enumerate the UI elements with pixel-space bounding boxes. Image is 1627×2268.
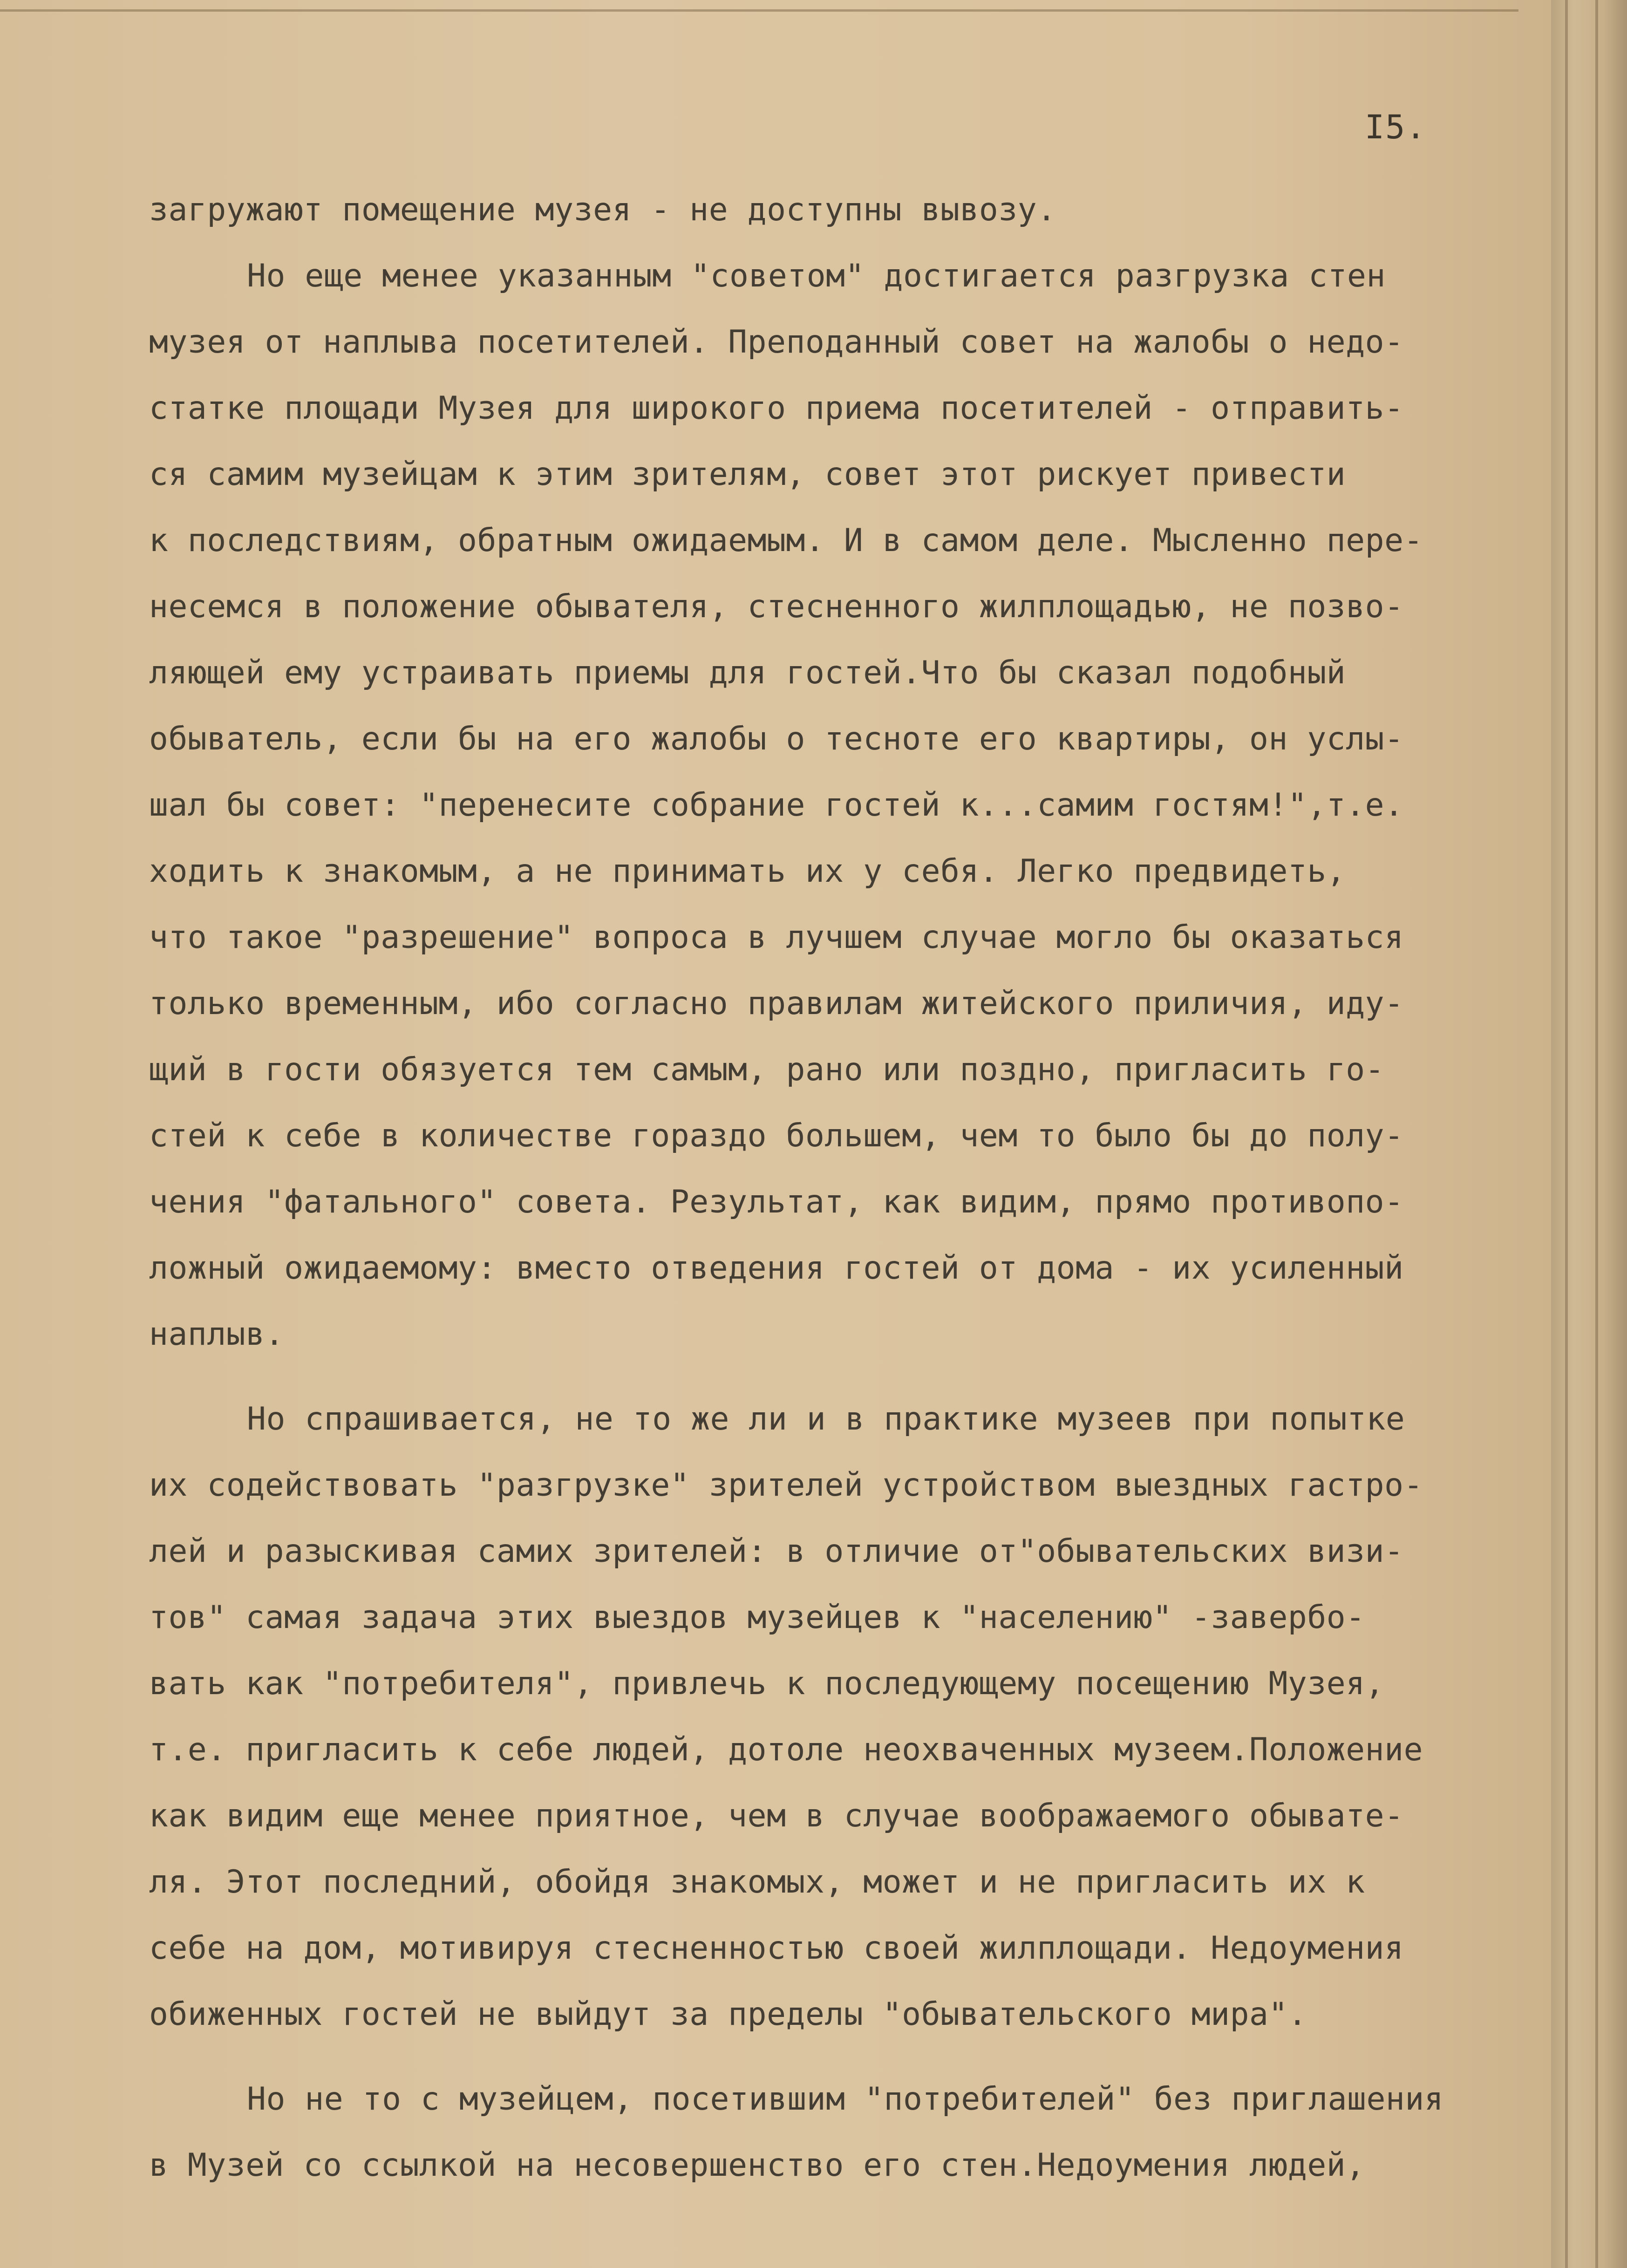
text-line: их содействовать "разгрузке" зрителей устройством выездных гастро- [149,1467,1423,1504]
text-line: ложный ожидаемому: вместо отведения гостей от дома - их усиленный [149,1250,1404,1287]
page-edge-line [1595,0,1598,2268]
text-line: ляющей ему устраивать приемы для гостей.Что бы сказал подобный [149,654,1346,691]
text-line: себе на дом, мотивируя стесненностью своей жилплощади. Недоумения [149,1930,1404,1967]
text-line: несемся в положение обывателя, стесненного жилплощадью, не позво- [149,588,1404,625]
text-line: щий в гости обязуется тем самым, рано или поздно, пригласить го- [149,1051,1385,1088]
text-line: ля. Этот последний, обойдя знакомых, может и не пригласить их к [149,1864,1365,1900]
typed-text-body [149,177,1542,2199]
text-line: вать как "потребителя", привлечь к последующему посещению Музея, [149,1665,1385,1702]
text-line: лей и разыскивая самих зрителей: в отличие от"обывательских визи- [149,1533,1404,1570]
text-line: что такое "разрешение" вопроса в лучшем случае могло бы оказаться [149,919,1404,956]
text-line: в Музей со ссылкой на несовершенство его стен.Недоумения людей, [149,2147,1365,2184]
text-line: ходить к знакомым, а не принимать их у себя. Легко предвидеть, [149,853,1346,890]
text-line: музея от наплыва посетителей. Преподанный совет на жалобы о недо- [149,324,1404,361]
text-line: обыватель, если бы на его жалобы о тесноте его квартиры, он услы- [149,721,1404,757]
page-number: I5. [1365,108,1427,146]
text-line: к последствиям, обратным ожидаемым. И в самом деле. Мысленно пере- [149,522,1423,559]
text-line: Но спрашивается, не то же ли и в практике музеев при попытке [247,1401,1405,1437]
text-line: Но не то с музейцем, посетившим "потребителей" без приглашения [247,2081,1444,2118]
text-line: чения "фатального" совета. Результат, как видим, прямо противопо- [149,1184,1404,1220]
text-line: шал бы совет: "перенесите собрание гостей к...самим гостям!",т.е. [149,787,1404,824]
text-line: Но еще менее указанным "советом" достигается разгрузка стен [247,258,1386,294]
page-edge-line [1565,0,1568,2268]
text-line: статке площади Музея для широкого приема посетителей - отправить- [149,390,1404,427]
text-line: стей к себе в количестве гораздо большем, чем то было бы до полу- [149,1117,1404,1154]
top-edge-rule [0,9,1518,12]
text-line: наплыв. [149,1316,285,1353]
text-line: загружают помещение музея - не доступны вывозу. [149,191,1056,228]
paragraph-gap [149,1368,1542,1386]
text-line: как видим еще менее приятное, чем в случае воображаемого обывате- [149,1798,1404,1834]
paragraph-gap [149,2048,1542,2066]
text-line: ся самим музейцам к этим зрителям, совет этот рискует привести [149,456,1346,493]
text-line: только временным, ибо согласно правилам житейского приличия, иду- [149,985,1404,1022]
text-line: тов" самая задача этих выездов музейцев к "населению" -завербо- [149,1599,1365,1636]
text-line: т.е. пригласить к себе людей, дотоле неохваченных музеем.Положение [149,1731,1423,1768]
underlying-page-edge [1551,0,1627,2268]
text-line: обиженных гостей не выйдут за пределы "обывательского мира". [149,1996,1307,2033]
